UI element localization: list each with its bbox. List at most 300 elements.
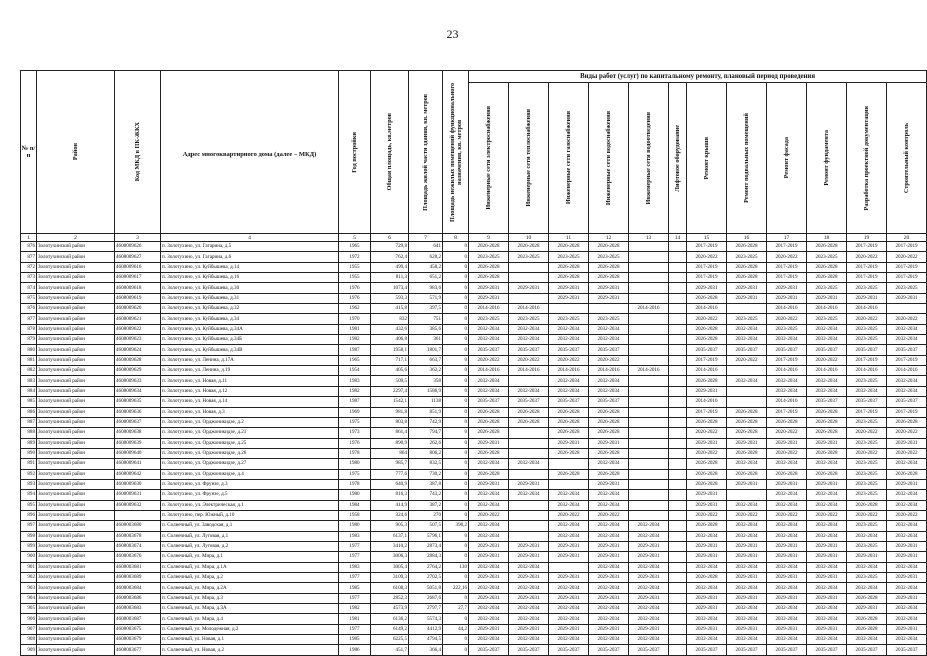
table-cell: п. Золотухино, ул. Новая, д.3	[161, 407, 339, 417]
table-cell	[669, 593, 687, 603]
table-cell: 0	[443, 531, 469, 541]
table-cell: 2032-2034	[807, 604, 847, 614]
table-cell	[509, 510, 549, 520]
table-cell: 2032-2034	[887, 604, 927, 614]
table-cell: 2032-2034	[887, 562, 927, 572]
table-cell: 2026-2028	[807, 428, 847, 438]
table-cell: 2029-2031	[589, 593, 629, 603]
table-cell: 2032-2034	[589, 459, 629, 469]
header-year: Год постройки	[339, 71, 371, 234]
table-cell: 2032-2034	[767, 335, 807, 345]
table-cell: 1987	[339, 345, 371, 355]
table-cell: 2687,6	[409, 593, 443, 603]
table-cell: 811,3	[371, 273, 409, 283]
table-cell: 2017-2019	[767, 355, 807, 365]
table-cell	[629, 314, 669, 324]
table-cell: 832	[371, 314, 409, 324]
table-cell: 2029-2031	[807, 624, 847, 634]
table-cell: 861,4	[371, 428, 409, 438]
table-cell: 2032-2034	[549, 500, 589, 510]
table-cell: 2032-2034	[469, 335, 509, 345]
table-cell	[509, 293, 549, 303]
table-cell: 2702,5	[409, 573, 443, 583]
table-cell: 2029-2031	[687, 604, 727, 614]
table-cell: Золотухинский район	[37, 242, 115, 252]
table-cell	[669, 448, 687, 458]
table-cell	[549, 459, 589, 469]
table-cell: 2026-2028	[807, 242, 847, 252]
table-cell: 2035-2037	[509, 645, 549, 655]
table-cell: 2032-2034	[887, 335, 927, 345]
table-cell	[509, 273, 549, 283]
table-cell: 1977	[339, 624, 371, 634]
table-cell	[549, 479, 589, 489]
table-cell	[669, 252, 687, 262]
header-work: Инженерные сети газоснабжения	[549, 83, 589, 234]
table-cell: 6136,2	[371, 614, 409, 624]
table-cell: 2020-2022	[807, 355, 847, 365]
table-row	[21, 345, 927, 355]
table-cell: 2026-2028	[847, 500, 887, 510]
table-cell: 891	[21, 459, 37, 469]
table-cell: 2032-2034	[887, 490, 927, 500]
table-cell: 4608009622	[115, 324, 161, 334]
table-cell: 2032-2034	[629, 531, 669, 541]
table-cell	[629, 293, 669, 303]
table-cell: 2029-2031	[727, 541, 767, 551]
table-cell	[669, 469, 687, 479]
table-cell: 405,6	[371, 366, 409, 376]
table-cell: 4608009624	[115, 345, 161, 355]
table-cell: 1965	[339, 355, 371, 365]
table-cell: 2032-2034	[887, 376, 927, 386]
table-cell: 2032-2034	[509, 635, 549, 645]
table-cell	[887, 304, 927, 314]
table-cell: 872	[21, 262, 37, 272]
table-cell: 894	[21, 490, 37, 500]
table-cell: 2029-2031	[469, 438, 509, 448]
table-cell: 2032-2034	[767, 604, 807, 614]
table-cell: 2017-2019	[767, 407, 807, 417]
table-cell: Золотухинский район	[37, 314, 115, 324]
table-cell: 2029-2031	[589, 283, 629, 293]
table-cell	[669, 541, 687, 551]
table-cell	[629, 417, 669, 427]
table-cell: 2029-2031	[727, 624, 767, 634]
table-cell: 2026-2028	[549, 273, 589, 283]
table-cell: 751	[409, 314, 443, 324]
table-cell: 2026-2028	[469, 407, 509, 417]
table-cell: 2029-2031	[549, 283, 589, 293]
table-cell: 2029-2031	[629, 593, 669, 603]
col-number: 6	[371, 234, 409, 242]
table-cell: п. Золотухино, ул. Электрическая, д.1	[161, 500, 339, 510]
table-cell: 4608003674	[115, 541, 161, 551]
table-cell: 2032-2034	[549, 583, 589, 593]
header-district: Район	[37, 71, 115, 234]
table-cell: 2017-2019	[847, 242, 887, 252]
table-cell: 0	[443, 635, 469, 645]
table-cell	[509, 531, 549, 541]
table-cell: 876	[21, 242, 37, 252]
table-cell: 1977	[339, 541, 371, 551]
table-cell	[669, 293, 687, 303]
table-cell: 2026-2028	[549, 262, 589, 272]
table-cell	[629, 479, 669, 489]
table-cell: Золотухинский район	[37, 438, 115, 448]
table-cell: 2026-2028	[807, 262, 847, 272]
table-cell: п. Золотухино, ул. Куйбышева, д.34	[161, 314, 339, 324]
table-cell: 2029-2031	[887, 552, 927, 562]
table-row	[21, 366, 927, 376]
table-cell: 2032-2034	[589, 386, 629, 396]
table-cell: 2026-2028	[687, 469, 727, 479]
table-cell: 904	[21, 593, 37, 603]
table-cell: 2032-2034	[509, 604, 549, 614]
table-cell: 2029-2031	[807, 552, 847, 562]
col-number: 1	[21, 234, 37, 242]
table-cell: п. Золотухино, ул. Куйбышева, д.34А	[161, 324, 339, 334]
table-cell: Золотухинский район	[37, 407, 115, 417]
table-cell: 2035-2037	[687, 345, 727, 355]
table-cell: 222,16	[443, 583, 469, 593]
table-cell: 2020-2022	[509, 355, 549, 365]
table-cell: 2029-2031	[589, 479, 629, 489]
table-cell: 2032-2034	[469, 386, 509, 396]
table-cell: 2032-2034	[589, 531, 629, 541]
table-cell: 414,9	[371, 500, 409, 510]
table-cell: Золотухинский район	[37, 635, 115, 645]
table-cell: 2032-2034	[549, 531, 589, 541]
table-cell: 882	[21, 366, 37, 376]
table-cell: 2023-2025	[847, 417, 887, 427]
table-cell: 2026-2028	[589, 262, 629, 272]
table-cell: 2029-2031	[509, 283, 549, 293]
table-cell: 663,7	[409, 355, 443, 365]
table-cell: 2029-2031	[549, 541, 589, 551]
table-cell: 1801,7	[409, 345, 443, 355]
table-cell: 397,5	[409, 304, 443, 314]
table-cell: 1983	[339, 376, 371, 386]
table-cell: Золотухинский район	[37, 293, 115, 303]
table-cell: 884	[21, 386, 37, 396]
header-work: Ремонт фасада	[767, 83, 807, 234]
table-cell: 1980	[339, 521, 371, 531]
table-cell: 2032-2034	[767, 614, 807, 624]
table-cell: п. Золотухино, ул. Новая, д.11	[161, 376, 339, 386]
table-cell: Золотухинский район	[37, 428, 115, 438]
col-number: 14	[669, 234, 687, 242]
table-cell: 907	[21, 624, 37, 634]
table-cell: 2032-2034	[509, 490, 549, 500]
table-cell: 0	[443, 593, 469, 603]
table-cell: 1958	[339, 510, 371, 520]
table-cell: п. Золотухино, ул. Куйбышева, д.31	[161, 293, 339, 303]
table-cell: 4608009623	[115, 335, 161, 345]
table-cell: 2026-2028	[549, 448, 589, 458]
table-cell: 2029-2031	[767, 552, 807, 562]
table-cell	[629, 283, 669, 293]
table-cell: 2032-2034	[727, 324, 767, 334]
table-cell: 2032-2034	[509, 386, 549, 396]
table-cell: 2029-2031	[549, 624, 589, 634]
table-cell	[669, 407, 687, 417]
col-number: 19	[847, 234, 887, 242]
table-cell: 0	[443, 614, 469, 624]
header-num: № п/п	[21, 71, 37, 234]
table-cell: п. Золотухино, пер. Южный, д.10	[161, 510, 339, 520]
table-cell: 4608009633	[115, 376, 161, 386]
table-cell: 2017-2019	[847, 407, 887, 417]
table-cell: 2032-2034	[509, 324, 549, 334]
table-cell: 2032-2034	[589, 324, 629, 334]
table-cell: Золотухинский район	[37, 273, 115, 283]
table-cell	[629, 407, 669, 417]
table-cell: 2020-2022	[687, 448, 727, 458]
table-cell: 2035-2037	[469, 397, 509, 407]
table-cell: 2023-2025	[469, 252, 509, 262]
table-cell: 2020-2022	[687, 252, 727, 262]
table-cell: 2026-2028	[469, 469, 509, 479]
table-row	[21, 376, 927, 386]
table-cell: 0	[443, 242, 469, 252]
table-cell: 2023-2025	[847, 459, 887, 469]
table-cell	[727, 386, 767, 396]
table-cell: 2032-2034	[687, 635, 727, 645]
table-cell: 2023-2025	[847, 324, 887, 334]
table-cell: 2014-2016	[847, 304, 887, 314]
table-cell: п. Золотухино, ул. Новая, д.12	[161, 386, 339, 396]
table-cell: 6149,2	[371, 624, 409, 634]
table-cell: 4608009631	[115, 490, 161, 500]
table-cell: 2032-2034	[509, 459, 549, 469]
table-cell: Золотухинский район	[37, 583, 115, 593]
table-cell: 832,5	[409, 459, 443, 469]
table-cell: 3006,3	[371, 552, 409, 562]
table-cell	[669, 552, 687, 562]
table-cell: 2032-2034	[767, 500, 807, 510]
table-cell: 881	[21, 355, 37, 365]
table-cell: 2020-2022	[847, 510, 887, 520]
table-cell: 890	[21, 448, 37, 458]
table-cell: 2032-2034	[469, 490, 509, 500]
table-cell: 1985	[339, 583, 371, 593]
table-cell: 0	[443, 262, 469, 272]
table-cell: Золотухинский район	[37, 459, 115, 469]
table-cell: 2032-2034	[629, 562, 669, 572]
page-number: 23	[446, 27, 459, 41]
table-cell: 1977	[339, 552, 371, 562]
table-cell: 4608003686	[115, 593, 161, 603]
col-number: 11	[549, 234, 589, 242]
table-cell: 1976	[339, 283, 371, 293]
table-cell	[629, 438, 669, 448]
table-cell: 2026-2028	[687, 573, 727, 583]
table-cell: 2014-2016	[469, 366, 509, 376]
table-row	[21, 417, 927, 427]
table-cell: п. Золотухино, ул. Орджоникидзе, д.21	[161, 428, 339, 438]
table-cell: 2017-2019	[767, 273, 807, 283]
col-number: 3	[115, 234, 161, 242]
col-number: 4	[161, 234, 339, 242]
col-number: 2	[37, 234, 115, 242]
table-cell: 2023-2025	[847, 335, 887, 345]
table-cell: п. Солнечный, ул. Луговая, д.1	[161, 531, 339, 541]
table-cell: 2023-2025	[509, 314, 549, 324]
table-cell: 2026-2028	[807, 407, 847, 417]
table-cell: 2032-2034	[847, 635, 887, 645]
table-cell: Золотухинский район	[37, 345, 115, 355]
header-work: Лифтовое оборудование	[669, 83, 687, 234]
table-cell: 358	[409, 376, 443, 386]
table-cell	[629, 242, 669, 252]
table-cell: 0	[443, 417, 469, 427]
table-cell: 2014-2016	[687, 366, 727, 376]
header-nonres-area: Площадь нежилых помещений функционального назначения, кв. метров	[443, 71, 469, 234]
table-cell: 0	[443, 407, 469, 417]
table-cell: 2026-2028	[509, 242, 549, 252]
table-cell: Золотухинский район	[37, 541, 115, 551]
table-cell: 902	[21, 573, 37, 583]
table-cell: 2026-2028	[509, 417, 549, 427]
table-cell: 2020-2022	[847, 314, 887, 324]
table-cell: 1975	[339, 469, 371, 479]
table-cell: п. Золотухино, ул. Куйбышева, д.16	[161, 273, 339, 283]
table-cell: Золотухинский район	[37, 417, 115, 427]
table-cell: 2035-2037	[629, 645, 669, 655]
table-cell	[669, 355, 687, 365]
table-cell: 4608009632	[115, 500, 161, 510]
table-cell: 4573,9	[371, 604, 409, 614]
table-cell: 2035-2037	[549, 645, 589, 655]
table-cell	[509, 438, 549, 448]
header-works-title: Виды работ (услуг) по капитальному ремонту, плановый период проведения	[469, 71, 927, 83]
table-cell: 873	[21, 273, 37, 283]
table-cell: 2014-2016	[807, 366, 847, 376]
table-cell	[629, 335, 669, 345]
table-cell	[669, 490, 687, 500]
table-cell: 2032-2034	[807, 490, 847, 500]
table-cell: п. Золотухино, ул. Орджоникидзе, д.4	[161, 469, 339, 479]
table-cell: 1970	[339, 314, 371, 324]
table-cell: 2032-2034	[629, 604, 669, 614]
table-cell: п. Солнечный, ул. Мира, д.1А	[161, 562, 339, 572]
table-cell: 2029-2031	[687, 283, 727, 293]
table-cell: 390,2	[443, 521, 469, 531]
capital-repair-table	[20, 70, 927, 656]
table-cell: 4608009628	[115, 355, 161, 365]
col-number: 12	[589, 234, 629, 242]
table-row	[21, 573, 927, 583]
table-row	[21, 407, 927, 417]
table-cell: 0	[443, 541, 469, 551]
table-cell: 0	[443, 324, 469, 334]
table-row	[21, 293, 927, 303]
table-cell	[629, 324, 669, 334]
table-cell: Золотухинский район	[37, 645, 115, 655]
table-cell	[509, 262, 549, 272]
table-cell: 2032-2034	[589, 335, 629, 345]
table-cell: 2029-2031	[549, 438, 589, 448]
table-cell: 4608003683	[115, 604, 161, 614]
table-cell: 2032-2034	[807, 500, 847, 510]
table-cell: 2026-2028	[687, 376, 727, 386]
table-cell: 2032-2034	[589, 635, 629, 645]
table-cell: 2029-2031	[807, 479, 847, 489]
table-cell: 2032-2034	[469, 614, 509, 624]
table-cell: Золотухинский район	[37, 604, 115, 614]
table-cell: 2032-2034	[549, 635, 589, 645]
table-cell: 2026-2028	[847, 593, 887, 603]
table-cell: 1983	[339, 562, 371, 572]
table-cell: 2020-2022	[727, 510, 767, 520]
table-cell: 2014-2016	[509, 304, 549, 314]
table-cell: 1977	[339, 573, 371, 583]
table-cell: 2029-2031	[589, 573, 629, 583]
table-row	[21, 583, 927, 593]
table-row	[21, 593, 927, 603]
table-cell: 4608009626	[115, 242, 161, 252]
table-cell: 896	[21, 510, 37, 520]
table-cell: 5051,8	[409, 583, 443, 593]
table-cell: 2032-2034	[469, 324, 509, 334]
table-cell	[629, 428, 669, 438]
table-cell: 4608009630	[115, 479, 161, 489]
table-cell: 4608009642	[115, 469, 161, 479]
table-cell: 2029-2031	[469, 293, 509, 303]
table-cell: 2029-2031	[767, 541, 807, 551]
table-cell: 2032-2034	[807, 376, 847, 386]
table-cell: 2020-2022	[887, 314, 927, 324]
table-cell: 2035-2037	[807, 345, 847, 355]
table-cell: 806,2	[409, 448, 443, 458]
table-cell: 2029-2031	[589, 541, 629, 551]
table-cell: 2023-2025	[847, 376, 887, 386]
table-cell: 1986	[339, 645, 371, 655]
table-row	[21, 252, 927, 262]
table-cell: 2032-2034	[589, 583, 629, 593]
table-cell: 906	[21, 614, 37, 624]
table-cell	[669, 510, 687, 520]
table-cell: 2020-2022	[847, 448, 887, 458]
table-cell: 2026-2028	[589, 448, 629, 458]
table-cell: Золотухинский район	[37, 448, 115, 458]
table-cell: 1958,1	[371, 345, 409, 355]
table-cell: 2032-2034	[629, 583, 669, 593]
table-cell: 2032-2034	[687, 583, 727, 593]
table-row	[21, 283, 927, 293]
table-cell: 2032-2034	[807, 521, 847, 531]
table-cell: 2032-2034	[767, 459, 807, 469]
table-cell: 0	[443, 459, 469, 469]
table-cell: 2029-2031	[727, 552, 767, 562]
table-cell: 2029-2031	[887, 293, 927, 303]
table-cell: 1955	[339, 273, 371, 283]
header-code: Код МКД в ПК-ЖКХ	[115, 71, 161, 234]
table-cell: 2032-2034	[767, 531, 807, 541]
table-cell: 2026-2028	[727, 448, 767, 458]
table-cell: 385,6	[409, 324, 443, 334]
table-cell: 889	[21, 438, 37, 448]
table-row	[21, 324, 927, 334]
table-cell: 2035-2037	[767, 645, 807, 655]
table-cell: 2029-2031	[727, 293, 767, 303]
table-cell: 2852,3	[371, 593, 409, 603]
table-cell: 2029-2031	[767, 624, 807, 634]
table-cell: 2029-2031	[687, 624, 727, 634]
table-cell: 2029-2031	[767, 573, 807, 583]
table-cell: 4608003681	[115, 562, 161, 572]
